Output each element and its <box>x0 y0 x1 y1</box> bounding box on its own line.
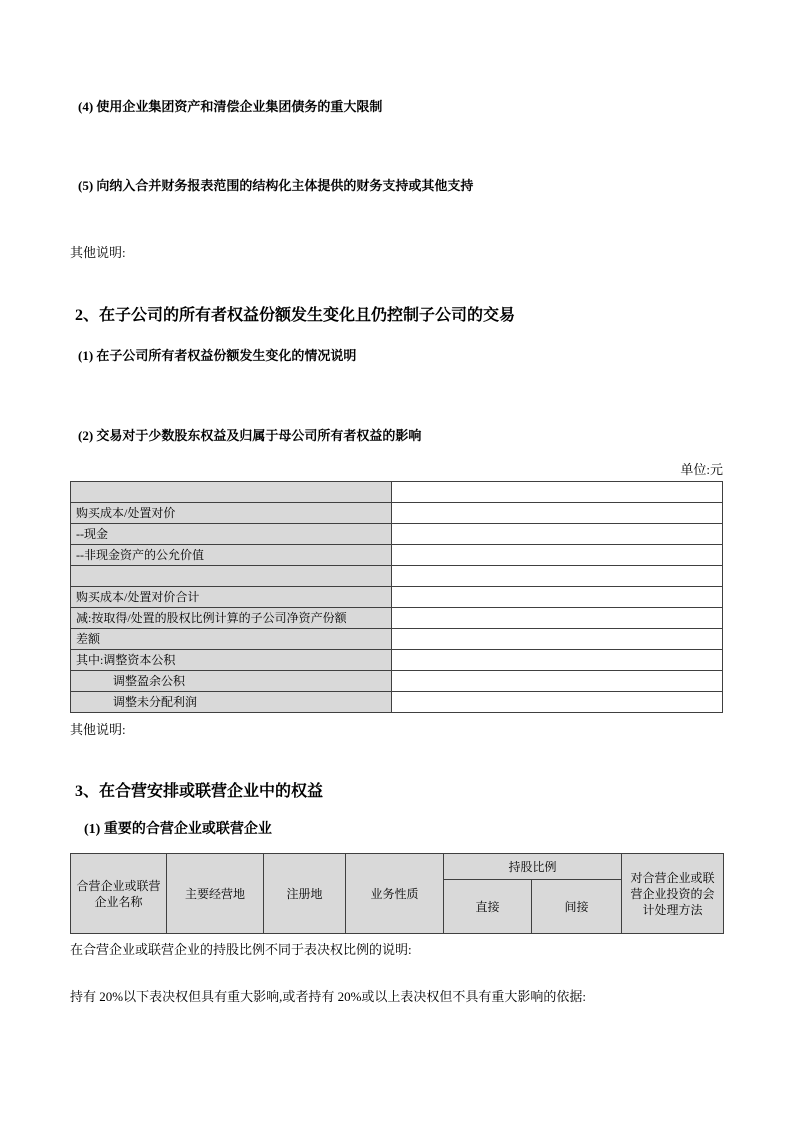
section-3-sub-1-heading: (1) 重要的合营企业或联营企业 <box>84 822 272 837</box>
table-row <box>71 650 723 671</box>
row-label-cell: --现金 <box>71 524 392 545</box>
row-value-cell <box>391 650 722 671</box>
joint-venture-table <box>70 853 724 934</box>
col-header-direct: 直接 <box>444 880 532 934</box>
row-label-cell: 差额 <box>71 629 392 650</box>
section-2-sub-2-heading: (2) 交易对于少数股东权益及归属于母公司所有者权益的影响 <box>78 428 422 443</box>
note-voting-rights: 持有 20%以下表决权但具有重大影响,或者持有 20%或以上表决权但不具有重大影响的依据: <box>70 989 587 1004</box>
row-label-cell: 购买成本/处置对价 <box>71 503 392 524</box>
row-value-cell <box>391 608 722 629</box>
section-5-heading: (5) 向纳入合并财务报表范围的结构化主体提供的财务支持或其他支持 <box>78 178 474 193</box>
table-row <box>71 608 723 629</box>
unit-label: 单位:元 <box>680 462 723 477</box>
table-header-row <box>71 854 724 880</box>
row-value-cell <box>391 671 722 692</box>
section-3-heading: 3、在合营安排或联营企业中的权益 <box>75 783 324 800</box>
table-row <box>71 503 723 524</box>
col-header-business-nature: 业务性质 <box>346 854 444 934</box>
row-label-cell: 调整盈余公积 <box>71 671 392 692</box>
other-note-1: 其他说明: <box>70 245 126 260</box>
row-label-cell: 购买成本/处置对价合计 <box>71 587 392 608</box>
table-row <box>71 692 723 713</box>
table-row <box>71 482 723 503</box>
row-value-cell <box>391 482 722 503</box>
col-header-name: 合营企业或联营企业名称 <box>71 854 167 934</box>
table-row <box>71 545 723 566</box>
row-value-cell <box>391 503 722 524</box>
row-value-cell <box>391 692 722 713</box>
row-label-cell: --非现金资产的公允价值 <box>71 545 392 566</box>
table-row <box>71 587 723 608</box>
col-header-main-place: 主要经营地 <box>167 854 264 934</box>
row-value-cell <box>391 629 722 650</box>
row-label-cell <box>71 566 392 587</box>
row-label-cell <box>71 482 392 503</box>
equity-change-table <box>70 481 723 713</box>
row-value-cell <box>391 524 722 545</box>
row-label-cell: 调整未分配利润 <box>71 692 392 713</box>
note-shareholding-difference: 在合营企业或联营企业的持股比例不同于表决权比例的说明: <box>70 942 412 957</box>
table-row <box>71 629 723 650</box>
row-value-cell <box>391 587 722 608</box>
col-header-registered-place: 注册地 <box>264 854 346 934</box>
col-header-shareholding: 持股比例 <box>444 854 622 880</box>
section-2-sub-1-heading: (1) 在子公司所有者权益份额发生变化的情况说明 <box>78 348 357 363</box>
other-note-2: 其他说明: <box>70 722 126 737</box>
section-4-heading: (4) 使用企业集团资产和清偿企业集团债务的重大限制 <box>78 99 383 114</box>
table-row <box>71 671 723 692</box>
col-header-indirect: 间接 <box>532 880 622 934</box>
table-row <box>71 524 723 545</box>
table-row <box>71 566 723 587</box>
section-2-heading: 2、在子公司的所有者权益份额发生变化且仍控制子公司的交易 <box>75 307 516 324</box>
row-value-cell <box>391 545 722 566</box>
col-header-accounting-method: 对合营企业或联营企业投资的会计处理方法 <box>622 854 724 934</box>
row-label-cell: 其中:调整资本公积 <box>71 650 392 671</box>
row-value-cell <box>391 566 722 587</box>
row-label-cell: 减:按取得/处置的股权比例计算的子公司净资产份额 <box>71 608 392 629</box>
